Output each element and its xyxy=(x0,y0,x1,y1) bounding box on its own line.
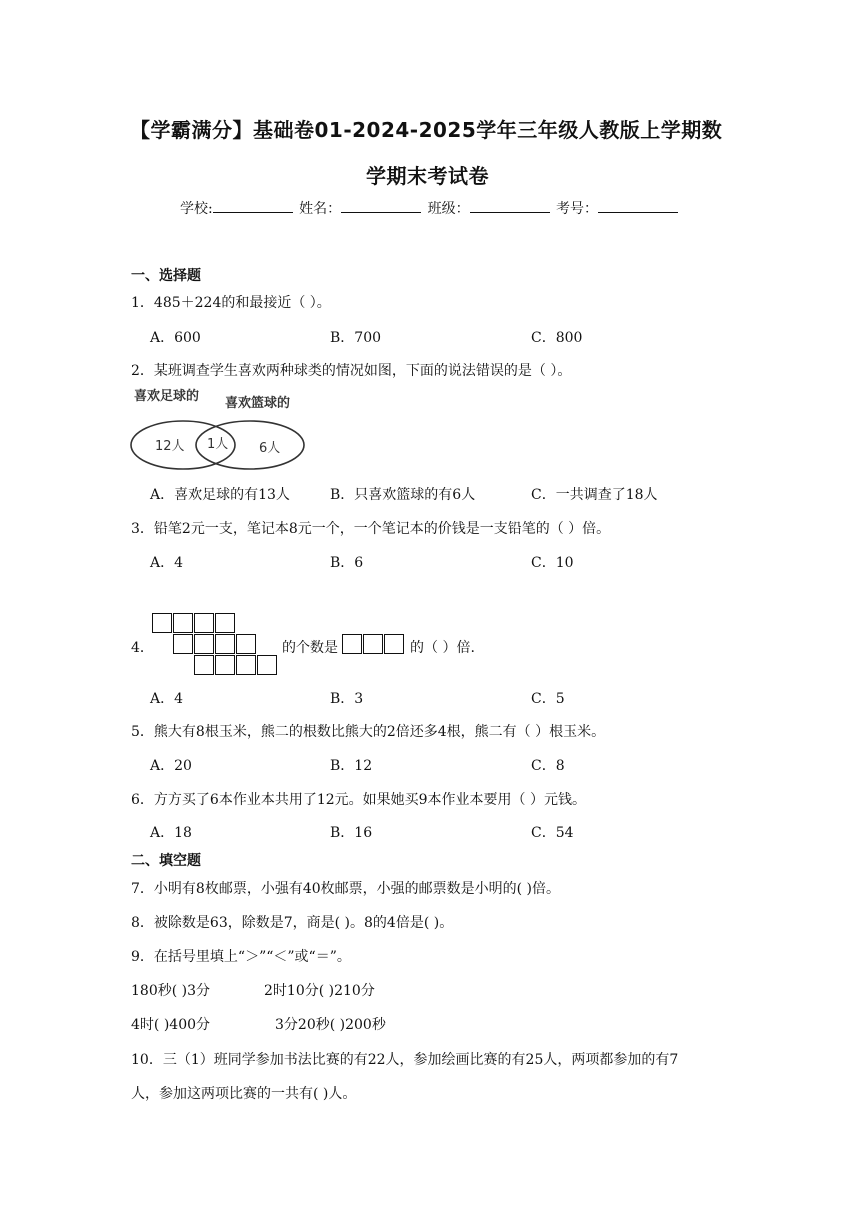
school-label: 学校: xyxy=(179,201,213,217)
question-4-option-c[interactable]: C．5 xyxy=(531,691,565,707)
school-blank[interactable] xyxy=(213,198,293,213)
venn-only-football: 12人 xyxy=(155,439,185,454)
question-2-option-c[interactable]: C．一共调查了18人 xyxy=(531,487,658,503)
name-blank[interactable] xyxy=(341,198,421,213)
question-2-option-a[interactable]: A．喜欢足球的有13人 xyxy=(150,487,290,503)
question-10-line-2: 人，参加这两项比赛的一共有( )人。 xyxy=(131,1086,357,1102)
section-title-fill-blank: 二、填空题 xyxy=(131,853,201,869)
question-9-text: 9．在括号里填上“＞”“＜”或“＝”。 xyxy=(131,949,351,965)
venn-only-basketball: 6人 xyxy=(259,441,281,456)
square-grid-figure-large xyxy=(152,613,278,676)
question-9-item-2: 2时10分( )210分 xyxy=(264,983,375,999)
question-3-text: 3．铅笔2元一支，笔记本8元一个，一个笔记本的价钱是一支铅笔的（ ）倍。 xyxy=(131,521,611,537)
question-3-option-c[interactable]: C．10 xyxy=(531,555,574,571)
question-1-text: 1．485＋224的和最接近（ ）。 xyxy=(131,295,331,311)
exam-title-line2: 学期末考试卷 xyxy=(366,164,489,188)
question-6-option-b[interactable]: B．16 xyxy=(330,825,373,841)
question-5-text: 5．熊大有8根玉米，熊二的根数比熊大的2倍还多4根，熊二有（ ）根玉米。 xyxy=(131,724,606,740)
venn-label-basketball: 喜欢篮球的 xyxy=(225,396,291,411)
question-4-end-text: 的（ ）倍. xyxy=(410,640,475,656)
exam-no-label: 考号： xyxy=(556,201,599,217)
question-9-item-4: 3分20秒( )200秒 xyxy=(275,1017,386,1033)
question-6-text: 6．方方买了6本作业本共用了12元。如果她买9本作业本要用（ ）元钱。 xyxy=(131,792,586,808)
student-info-line xyxy=(0,198,860,218)
question-3-option-b[interactable]: B．6 xyxy=(330,555,364,571)
question-6-option-a[interactable]: A．18 xyxy=(150,825,192,841)
venn-diagram xyxy=(128,383,318,475)
venn-label-football: 喜欢足球的 xyxy=(134,389,200,404)
question-1-option-a[interactable]: A．600 xyxy=(150,330,201,346)
class-blank[interactable] xyxy=(470,198,550,213)
question-8-text: 8．被除数是63，除数是7，商是( )。8的4倍是( )。 xyxy=(131,915,454,931)
question-5-option-a[interactable]: A．20 xyxy=(150,758,192,774)
venn-both: 1人 xyxy=(207,437,229,452)
question-4-option-a[interactable]: A．4 xyxy=(150,691,184,707)
question-5-option-b[interactable]: B．12 xyxy=(330,758,373,774)
section-title-choice: 一、选择题 xyxy=(131,268,201,284)
square-grid-figure-small xyxy=(342,634,405,655)
question-3-option-a[interactable]: A．4 xyxy=(150,555,184,571)
question-7-text: 7．小明有8枚邮票，小强有40枚邮票，小强的邮票数是小明的( )倍。 xyxy=(131,881,561,897)
class-label: 班级： xyxy=(427,201,470,217)
question-1-option-c[interactable]: C．800 xyxy=(531,330,583,346)
question-10-line-1: 10．三（1）班同学参加书法比赛的有22人，参加绘画比赛的有25人，两项都参加的有7 xyxy=(131,1052,679,1068)
question-9-item-3: 4时( )400分 xyxy=(131,1017,211,1033)
name-label: 姓名： xyxy=(299,201,342,217)
question-5-option-c[interactable]: C．8 xyxy=(531,758,565,774)
question-2-option-b[interactable]: B．只喜欢篮球的有6人 xyxy=(330,487,476,503)
question-4-number: 4． xyxy=(131,640,154,656)
question-6-option-c[interactable]: C．54 xyxy=(531,825,574,841)
exam-title-line1: 【学霸满分】基础卷01-2024-2025学年三年级人教版上学期数 xyxy=(130,118,723,142)
question-1-option-b[interactable]: B．700 xyxy=(330,330,382,346)
question-4-middle-text: 的个数是 xyxy=(282,640,338,656)
question-9-item-1: 180秒( )3分 xyxy=(131,983,211,999)
exam-no-blank[interactable] xyxy=(598,198,678,213)
question-2-text: 2．某班调查学生喜欢两种球类的情况如图，下面的说法错误的是（ ）。 xyxy=(131,363,572,379)
question-4-option-b[interactable]: B．3 xyxy=(330,691,364,707)
